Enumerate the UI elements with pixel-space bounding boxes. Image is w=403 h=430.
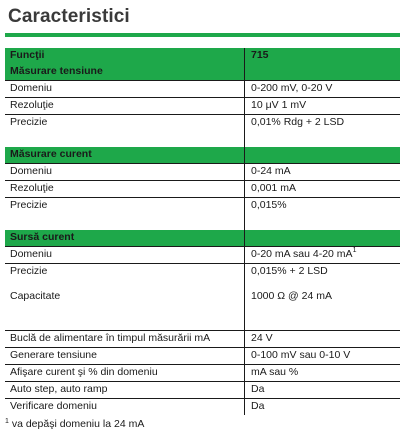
- section-header-voltage: [5, 64, 400, 81]
- header-model-label: 715: [244, 48, 400, 64]
- row-label: Rezoluţie: [10, 99, 54, 111]
- row-value: 0,001 mA: [244, 181, 400, 197]
- footnote-number: 1: [5, 418, 9, 425]
- row-value: 1000 Ω @ 24 mA: [244, 280, 400, 314]
- section-header-source: [5, 230, 400, 247]
- table-row: [5, 181, 400, 198]
- row-value: 0-100 mV sau 0-10 V: [244, 348, 400, 364]
- row-label: Capacitate: [10, 290, 61, 302]
- table-row: [5, 198, 400, 214]
- table-row: [5, 98, 400, 115]
- section-spacer: [5, 214, 400, 230]
- section-title-voltage: Măsurare tensiune: [10, 65, 103, 77]
- table-row: [5, 164, 400, 181]
- table-row: [5, 365, 400, 382]
- row-value: Da: [244, 382, 400, 398]
- page-title: Caracteristici: [8, 6, 130, 27]
- row-value: 10 μV 1 mV: [244, 98, 400, 114]
- row-label: Domeniu: [10, 165, 53, 177]
- row-value: 0,01% Rdg + 2 LSD: [244, 115, 400, 131]
- row-value: 0-200 mV, 0-20 V: [244, 81, 400, 97]
- row-label: Buclă de alimentare în timpul măsurării mA: [10, 332, 211, 344]
- row-value: 0-20 mA sau 4-20 $mA^1$: [244, 247, 400, 263]
- header-functions-label: Funcţii: [10, 49, 45, 61]
- section-header-current: [5, 147, 400, 164]
- section-title-source: Sursă curent: [10, 231, 75, 243]
- row-label: Domeniu: [10, 248, 53, 260]
- section-title-current: Măsurare curent: [10, 148, 92, 160]
- table-header-row: [5, 48, 400, 64]
- table-row: [5, 81, 400, 98]
- row-value: 0,015%: [244, 198, 400, 214]
- footnote: [5, 418, 144, 430]
- table-row: [5, 280, 400, 314]
- table-row: [5, 348, 400, 365]
- table-row: [5, 330, 400, 348]
- table-row: [5, 264, 400, 280]
- footnote-marker: 1: [352, 247, 357, 254]
- section-spacer: [5, 314, 400, 330]
- row-label: Generare tensiune: [10, 349, 97, 361]
- row-label: Domeniu: [10, 82, 53, 94]
- table-row: [5, 382, 400, 399]
- specs-table: [5, 48, 400, 415]
- footnote-text: va depăşi domeniu la 24 mA: [8, 418, 145, 430]
- row-label: Precizie: [10, 116, 48, 128]
- row-label: Verificare domeniu: [10, 400, 97, 412]
- table-row: [5, 115, 400, 131]
- row-value: 0-24 mA: [244, 164, 400, 180]
- row-value: Da: [244, 399, 400, 415]
- section-spacer: [5, 131, 400, 147]
- row-value: 24 V: [244, 331, 400, 347]
- row-label: Afişare curent şi % din domeniu: [10, 366, 158, 378]
- row-label: Precizie: [10, 265, 48, 277]
- row-label: Rezoluţie: [10, 182, 54, 194]
- row-value: mA sau %: [244, 365, 400, 381]
- row-value: 0,015% + 2 LSD: [244, 264, 400, 280]
- table-row: [5, 399, 400, 415]
- row-label: Precizie: [10, 199, 48, 211]
- table-row: [5, 247, 400, 264]
- title-rule: [5, 33, 400, 37]
- row-label: Auto step, auto ramp: [10, 383, 108, 395]
